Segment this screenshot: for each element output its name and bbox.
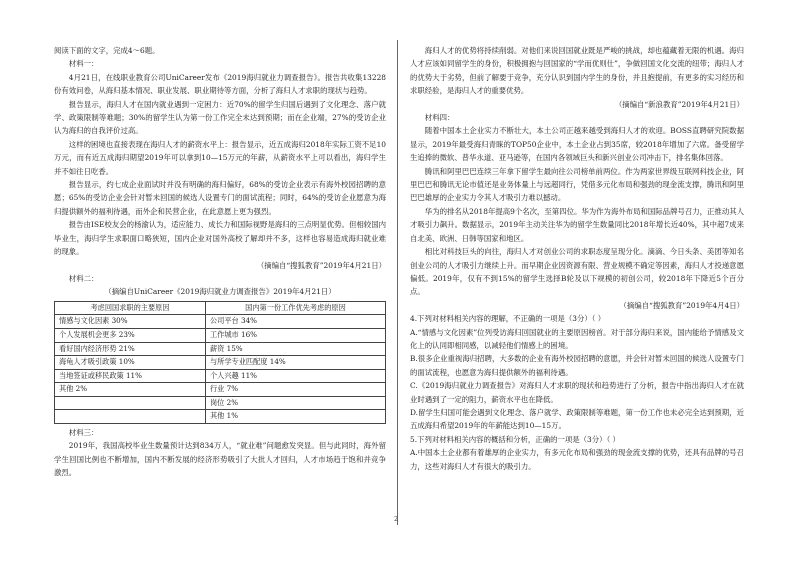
table-caption: （摘编自UniCareer《2019海归就业力调查报告》2019年4月21日）	[104, 287, 336, 297]
table-cell: 其他 2%	[55, 383, 206, 397]
material-4-paragraph: 相比对科技巨头的向往，海归人才对创业公司的求职态度呈现分化。滴滴、今日头条、美团等知名创业公司的人才吸引力继续上升。而早期企业因资源有限、营业规模不确定等因素，海归人才投递意愿偏低。2019年，仅有不到15%的留学生选择B轮及以下规模的初创公司，较2018年下降近5个百分点。	[410, 247, 744, 297]
table-header-row	[55, 301, 386, 315]
material-4-paragraph: 华为的排名从2018年提高9个名次，至第四位。华为作为海外布局和国际品牌号召力，正推动其人才吸引力飙升。数据显示，2019年主动关注华为的留学生数量同比2018年增长近40%，其中超7成来自北美、欧洲、日韩等国家和地区。	[410, 206, 744, 243]
table-cell	[55, 396, 206, 410]
table-cell: 岗位 2%	[205, 396, 385, 410]
material-1-paragraph: 这样的困境也直接表现在海归人才的薪资水平上：报告显示，近五成海归2018年实际工资不足10万元，而有近五成海归期望2019年可以拿到10—15万元的年薪，从薪资水平上可以看出，海归学生并不如往日吃香。	[54, 139, 386, 176]
question-4-option-d: D.留学生归国可能会遇到文化理念、落户就学、政策限制等难题，第一份工作也未必完全达到预期，近五成海归希望2019年的年薪能达到10—15万。	[410, 407, 744, 431]
table-row	[55, 315, 386, 329]
table-cell: 个人兴趣 11%	[205, 369, 385, 383]
left-column	[54, 44, 386, 480]
table-cell: 与所学专业匹配度 14%	[205, 356, 385, 370]
material-4-paragraph: 随着中国本土企业实力不断壮大，本土公司正越来越受到海归人才的欢迎。BOSS直聘研究院数据显示，2019年最受海归青睐的TOP50企业中，本土企业占到35席，较2018年增加了六席。备受留学生追捧的微软、普华永道、亚马逊等，在国内各领域巨头和新兴创业公司冲击下，排名集体回落。	[410, 126, 744, 163]
question-4: 4.下列对材料相关内容的理解，不正确的一项是（3分）（ ）	[410, 314, 606, 324]
page-number: 2	[394, 515, 399, 523]
material-1-paragraph: 报告由ISE校友会的杨渝认为，适应能力、成长力和国际视野是海归的三点明显优势。但相较国内毕业生，海归学生求职面口略狭短，国内企业对国外高校了解却并不多，这样也容易造成海归就业难的现象。	[54, 220, 386, 257]
table-cell: 行业 7%	[205, 383, 385, 397]
table-cell: 情感与文化因素 30%	[55, 315, 206, 329]
table-cell: 海龟人才吸引政策 10%	[55, 356, 206, 370]
table-row	[55, 342, 386, 356]
table-cell: 个人发展机会更多 23%	[55, 328, 206, 342]
material-1-paragraph: 4月21日，在线职业教育公司UniCareer发布《2019海归就业力调查报告》。报告共收集13228份有效问卷，从海归基本情况、职业发展、职业期待等方面，分析了海归人才求职的现状与趋势。	[54, 72, 386, 96]
table-cell: 公司平台 34%	[205, 315, 385, 329]
material-3-continued: 海归人才的优势将持续削弱。对他们来说回国就业既是严峻的挑战，却也蕴藏着无限的机遇。海归人才应该如同留学生的身份，积极拥抱与回国家的“学而优则仕”，争做回国文化交流的纽带；海归人才的优势大于劣势，但前了解要于竞争，充分认识到国内学生的身份，并且抱提前，有更多的实习经历和求职经验，是海归人才的重要优势。	[410, 46, 744, 96]
material-4-label: 材料四：	[424, 113, 455, 123]
table-cell: 当地签证或移民政策 11%	[55, 369, 206, 383]
table-cell: 薪资 15%	[205, 342, 385, 356]
right-column	[410, 44, 744, 473]
question-4-option-b: B.很多企业重视海归招聘，大多数的企业有海外校园招聘的意愿，并会针对暂未回国的候选人设置专门的面试流程，也愿意为海归提供额外的福利待遇。	[410, 354, 744, 377]
table-row	[55, 356, 386, 370]
material-1-paragraph: 报告显示，海归人才在国内就业遇到一定困力：近70%的留学生归国后遇到了文化理念、落户就学、政策限制等难题；30%的留学生认为第一份工作完全未达到预期；而在企业端，27%的受访企业认为海归的自我评价过高。	[54, 99, 386, 136]
material-4-paragraph: 腾讯和阿里巴巴连续三年拿下留学生最向往公司榜单前两位。作为两家世界级互联网科技企业，阿里巴巴和腾讯无论市值还是业务体量上与远超同行，凭借多元化布局和强劲的现金流支撑，腾讯和阿里巴巴雄厚的企业实力令其人才吸引力难以撼动。	[410, 166, 744, 203]
reading-intro: 阅读下面的文字，完成4～6题。	[54, 46, 160, 55]
material-4-source: （摘编自“搜狐教育”2019年4月4日）	[619, 300, 744, 310]
table-row	[55, 383, 386, 397]
question-5: 5.下列对材料相关内容的概括和分析，正确的一项是（3分）（ ）	[410, 434, 620, 444]
table-cell: 看好国内经济形势 21%	[55, 342, 206, 356]
material-1-label: 材料一：	[68, 59, 99, 69]
table-cell	[55, 410, 206, 424]
table-row	[55, 369, 386, 383]
table-cell: 工作城市 16%	[205, 328, 385, 342]
question-4-option-a: A.“情感与文化因素”位列受访海归回国就业的主要原因榜首。对于部分海归来说，国内能给予情感及文化上的认同即相同感，以减轻他们情感上的困境。	[410, 327, 744, 350]
material-3-paragraph: 2019年，我国高校毕业生数量预计达到834万人，“就业难”问题愈发突显。但与此同时，海外留学生回国比例也不断增加，国内不断发展的经济形势吸引了大批人才回归，人才市场趋于饱和并竞争激烈。	[54, 441, 386, 478]
material-3-source: （摘编自“新浪教育”2019年4月21日）	[614, 99, 744, 109]
table-header-cell: 国内第一份工作优先考虑的原因	[205, 301, 385, 315]
reasons-table	[54, 301, 386, 424]
material-1-paragraph: 报告显示，约七成企业面试时并没有明确的海归偏好，68%的受访企业表示有海外校园招聘的意愿；65%的受访企业会针对暂未回国的候选人设置专门的面试流程；同时，64%的受访企业愿意为海归提供额外的福利待遇，而外企和民营企业，在此意愿上更为强烈。	[54, 180, 386, 216]
table-row	[55, 410, 386, 424]
material-2-label: 材料二：	[68, 273, 99, 283]
material-1-source: （摘编自“搜狐教育”2019年4月21日）	[256, 260, 386, 270]
table-header-cell: 考虑回国求职的主要原因	[55, 301, 206, 315]
table-cell: 其他 1%	[205, 410, 385, 424]
table-row	[55, 396, 386, 410]
question-5-option-a: A.中国本土企业都有着雄厚的企业实力，有多元化布局和强劲的现金流支撑的优势，还具有品牌的号召力，这些对海归人才有很大的吸引力。	[410, 448, 744, 471]
material-3-label: 材料三：	[68, 428, 99, 438]
column-divider	[397, 40, 398, 525]
question-4-option-c: C.《2019海归就业力调查报告》对海归人才求职的现状和趋势进行了分析，报告中指出海归人才在就业时遇到了一定的阻力，薪资水平也在降低。	[410, 381, 744, 404]
table-row	[55, 328, 386, 342]
